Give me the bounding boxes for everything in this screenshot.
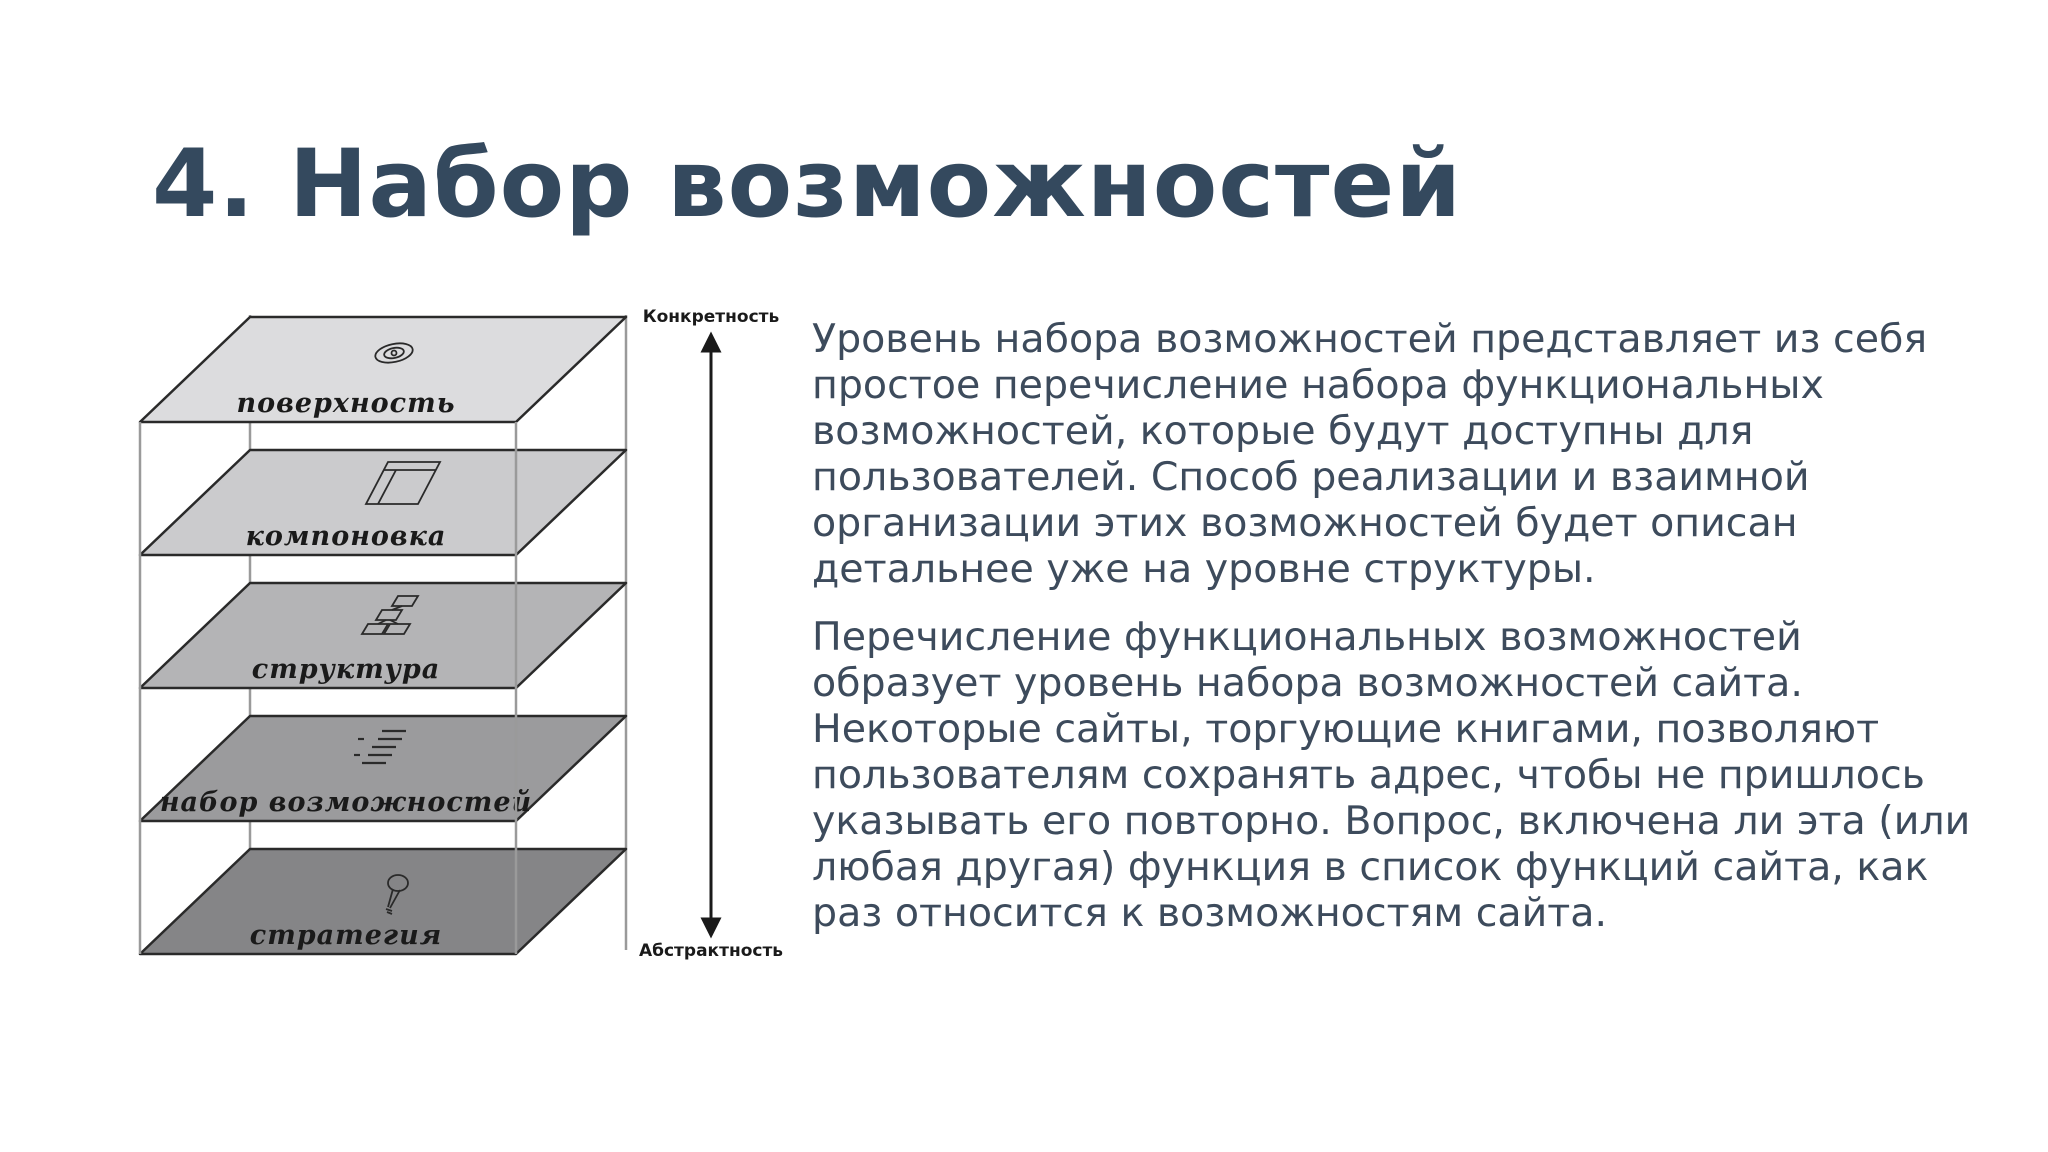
body-text (812, 316, 2002, 958)
layer-structure (140, 583, 626, 688)
axis-label-top: Конкретность (642, 307, 780, 327)
layer-skeleton (140, 450, 626, 555)
concreteness-axis (639, 307, 783, 961)
layer-label-scope: набор возможностей (159, 787, 533, 818)
paragraph-1: Уровень набора возможностей представляет из себя простое перечисление набора функциональных возможностей, которые будут доступны для пользователей. Способ реализации и взаимной организации этих возможностей будет описан детальнее уже на уровне структуры. (812, 316, 1928, 592)
layer-strategy (140, 849, 626, 954)
planes-diagram (120, 300, 800, 970)
layer-label-strategy: стратегия (249, 920, 443, 951)
layer-label-surface: поверхность (236, 388, 456, 419)
paragraph-2: Перечисление функциональных возможностей образует уровень набора возможностей сайта. Некоторые сайты, торгующие книгами, позволяют пользователям сохранять адрес, чтобы не пришлось указывать его повторно. Вопрос, включена ли эта (или любая другая) функция в список функций сайта, как раз относится к возможностям сайта. (812, 614, 1971, 936)
slide-title: 4. Набор возможностей (152, 130, 1463, 239)
layer-label-structure: структура (251, 654, 441, 685)
axis-label-bottom: Абстрактность (638, 941, 784, 961)
layer-label-skeleton: компоновка (245, 521, 447, 552)
layer-surface (140, 317, 626, 422)
layer-scope (140, 716, 626, 821)
